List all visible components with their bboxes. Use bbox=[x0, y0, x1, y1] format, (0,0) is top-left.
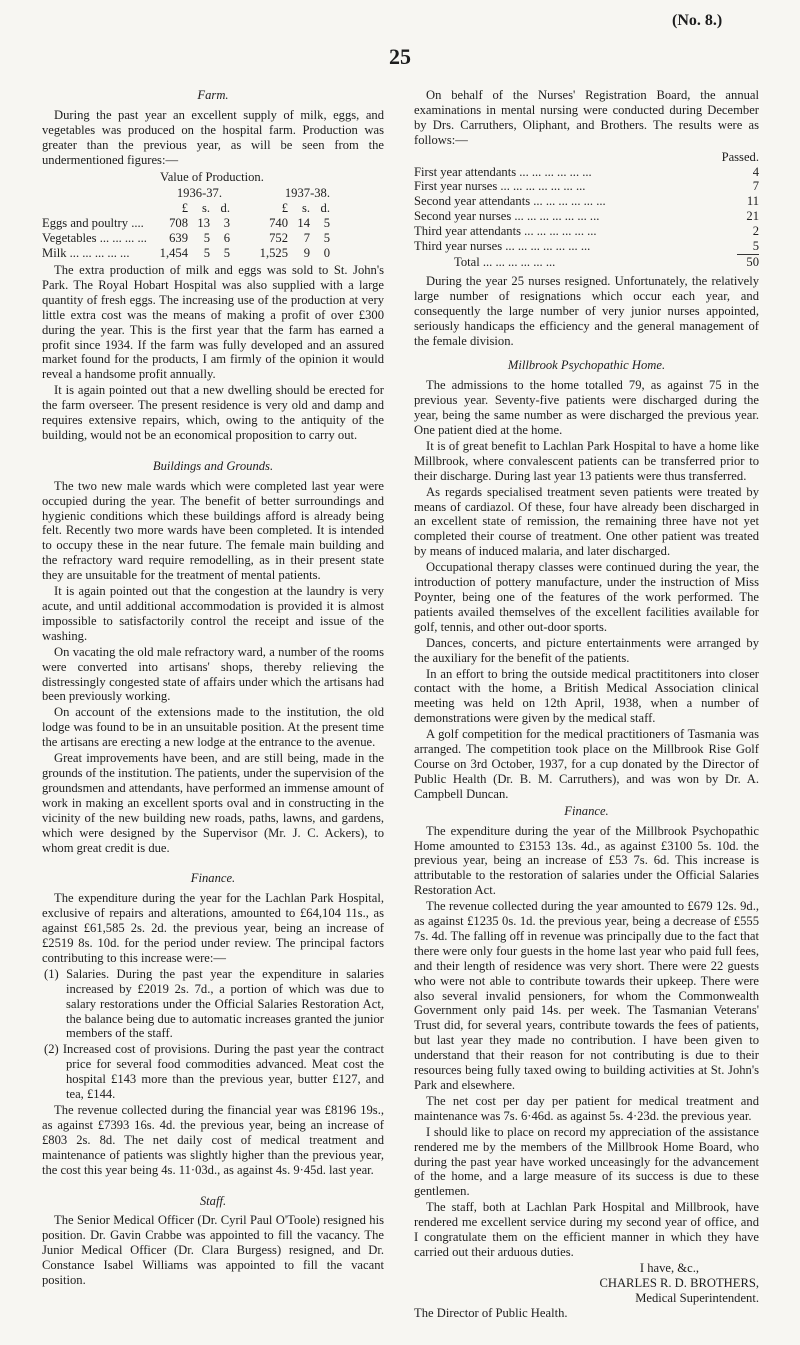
cell: 740 bbox=[269, 216, 288, 231]
column-header: 1937-38. bbox=[284, 186, 330, 201]
row-label: Second year nurses ... ... ... ... ... ... ... bbox=[414, 209, 600, 224]
paragraph: The net cost per day per patient for medical treatment and maintenance was 7s. 6·46d. as against 5s. 4·23d. the previous year. bbox=[414, 1093, 759, 1123]
row-label: Milk ... ... ... ... ... bbox=[42, 246, 130, 261]
unit-label: d. bbox=[220, 201, 230, 216]
cell: 5 bbox=[203, 246, 210, 261]
total-label: Total ... ... ... ... ... ... bbox=[454, 254, 556, 269]
row-label: Eggs and poultry .... bbox=[42, 216, 144, 231]
cell: 21 bbox=[746, 209, 759, 224]
paragraph: As regards specialised treatment seven patients were treated by means of cardiazol. Of these, four have already been discharged in an excellent state of remission, the remaining three have not yet completed their course of treatment. One other patient was treated by means of induced malaria, and later discharged. bbox=[414, 484, 759, 559]
paragraph: A golf competition for the medical practitioners of Tasmania was arranged. The competition took place on the Millbrook Rise Golf Course on 3rd October, 1937, for a cup donated by the Director of Public Health (Dr. B. M. Carruthers), and was won by Dr. A. Campbell Duncan. bbox=[414, 727, 759, 801]
paragraph: During the year 25 nurses resigned. Unfortunately, the relatively large number of resignations which occur each year, and consequently the large number of very junior nurses appointed, seriously handicaps the efficiency and the general management of the female division. bbox=[414, 273, 759, 348]
cell: 639 bbox=[169, 231, 188, 246]
cell: 5 bbox=[223, 246, 230, 261]
row-label: First year attendants ... ... ... ... ... ... bbox=[414, 164, 592, 179]
paragraph: On behalf of the Nurses' Registration Board, the annual examinations in mental nursing were conducted during December by Drs. Carruthers, Oliphant, and Brothers. The results were as follows:— bbox=[414, 88, 759, 147]
table-row bbox=[414, 194, 759, 209]
exam-results-table bbox=[414, 150, 759, 270]
signature-title: Medical Superintendent. bbox=[635, 1290, 759, 1305]
unit-label: £ bbox=[281, 201, 288, 216]
table-row bbox=[414, 255, 759, 270]
paragraph: The admissions to the home totalled 79, as against 75 in the previous year. Seventy-five patients were discharged during the year, being the same number as were discharged the previous year. One patient died at the home. bbox=[414, 378, 759, 438]
staff-heading: Staff. bbox=[199, 1193, 227, 1208]
cell: 14 bbox=[297, 216, 310, 231]
cell: 752 bbox=[269, 231, 288, 246]
paragraph: The revenue collected during the financial year was £8196 19s., as against £7393 16s. 4d. the previous year, being an increase of £803 2s. 8d. The net daily cost of medical treatment and maintenance of patients was slightly higher than the previous year, the cost this year being 4s. 11·03d., as against 4s. 9·45d. last year. bbox=[42, 1103, 384, 1177]
paragraph: In an effort to bring the outside medical practititoners into closer contact with the home, a British Medical Association clinical meeting was held on 12th April, 1938, when a number of demonstrations were given by the medical staff. bbox=[414, 666, 759, 726]
row-label: Third year attendants ... ... ... ... ... ... bbox=[414, 224, 597, 239]
cell: 4 bbox=[752, 164, 759, 179]
signature-name: CHARLES R. D. BROTHERS, bbox=[599, 1275, 759, 1290]
table-row bbox=[42, 246, 330, 261]
table-row bbox=[42, 231, 330, 246]
paragraph: The extra production of milk and eggs was sold to St. John's Park. The Royal Hobart Hospital was also supplied with a large quantity of fresh eggs. The increasing use of the production at very little extra cost was the means of making a profit of over £300 during the year. This is the first year that the farm has earned a profit since 1934. If the farm was fully developed and an assured market found for the products, I am firmly of the opinion it would reveal a handsome profit annually. bbox=[42, 262, 384, 382]
finance-heading: Finance. bbox=[564, 803, 609, 818]
column-header: 1936-37. bbox=[176, 186, 222, 201]
paragraph: Great improvements have been, and are still being, made in the grounds of the institution. The patients, under the supervision of the groundsmen and attendants, have performed an immense amount of work in making an excellent sports oval and in constructing in the vicinity of the new building new roads, paths, lawns, and gardens, which were designed by the Supervisor (Mr. J. C. Ackers), to whom great credit is due. bbox=[42, 751, 384, 855]
production-table bbox=[42, 186, 330, 261]
paragraph: During the past year an excellent supply of milk, eggs, and vegetables was produced on the hospital farm. Production was greater than the previous year, as will be seen from the undermentioned figures:— bbox=[42, 107, 384, 167]
unit-label: s. bbox=[301, 201, 310, 216]
unit-label: s. bbox=[201, 201, 210, 216]
cell: 7 bbox=[303, 231, 310, 246]
cell: 2 bbox=[752, 224, 759, 239]
paragraph: The two new male wards which were completed last year were occupied during the year. The benefit of better surroundings and hygienic conditions which these buildings afford is already being felt. Recently two more wards have been completed. It is intended to occupy these in the near future. The female main building and the refractory ward require remodelling, as in their present state they are unsuitable for the treatment of mental patients. bbox=[42, 478, 384, 583]
total-value: 50 bbox=[746, 254, 759, 269]
list-item: (1) Salaries. During the past year the expenditure in salaries increased by £2019 2s. 7d., a portion of which was due to salary restorations under the Official Salaries Restoration Act, the balance being due to automatic increases granted the junior members of the staff. bbox=[44, 966, 384, 1041]
cell: 7 bbox=[752, 179, 759, 194]
cell: 5 bbox=[203, 231, 210, 246]
cell: 708 bbox=[169, 216, 188, 231]
paragraph: It is of great benefit to Lachlan Park Hospital to have a home like Millbrook, where convalescent patients can be transferred prior to their discharge. During last year 13 patients were thus transferred. bbox=[414, 438, 759, 483]
right-column bbox=[414, 88, 759, 1322]
production-table-title: Value of Production. bbox=[160, 169, 264, 184]
table-row bbox=[414, 165, 759, 180]
cell: 5 bbox=[752, 239, 759, 254]
paragraph: The expenditure during the year for the Lachlan Park Hospital, exclusive of repairs and alterations, amounted to £64,104 11s., as against £61,585 2s. 2d. the previous year, being an increase of £2519 8s. 10d. for the period under review. The principal factors contributing to this increase were:— bbox=[42, 891, 384, 965]
table-row bbox=[42, 216, 330, 231]
cell: 6 bbox=[223, 231, 230, 246]
cell: 5 bbox=[323, 231, 330, 246]
paragraph: Dances, concerts, and picture entertainments were arranged by the auxiliary for the benefit of the patients. bbox=[414, 635, 759, 665]
paragraph: On vacating the old male refractory ward, a number of the rooms were converted into artisans' shops, thereby relieving the distressingly congested state of affairs under which the artisans had been previously working. bbox=[42, 644, 384, 704]
page-number: 25 bbox=[389, 44, 411, 69]
cell: 1,454 bbox=[159, 246, 188, 261]
cell: 0 bbox=[323, 246, 330, 261]
document-number: (No. 8.) bbox=[672, 12, 723, 29]
table-row bbox=[414, 209, 759, 224]
cell: 13 bbox=[197, 216, 210, 231]
paragraph: I should like to place on record my appreciation of the assistance rendered me by the members of the Millbrook Home Board, who during the past year have worked unceasingly for the advancement of the home, and a large measure of its success is due to these gentlemen. bbox=[414, 1124, 759, 1199]
paragraph: The Senior Medical Officer (Dr. Cyril Paul O'Toole) resigned his position. Dr. Gavin Crabbe was appointed to fill the vacancy. The Junior Medical Officer (Dr. Clara Burgess) resigned, and Dr. Constance Isabel Williams was appointed to fill the vacant position. bbox=[42, 1213, 384, 1288]
column-header: Passed. bbox=[721, 149, 759, 164]
paragraph: The expenditure during the year of the Millbrook Psychopathic Home amounted to £3153 13s. 4d., as against £3100 5s. 10d. the previous year, being an increase of £53 7s. 6d. This increase is attributable to the restoration of salaries under the Official Salaries Restoration Act. bbox=[414, 823, 759, 898]
paragraph: It is again pointed out that the congestion at the laundry is very acute, and until additional accommodation is provided it is almost impossible to satisfactorily control the receipt and issue of the washing. bbox=[42, 584, 384, 643]
millbrook-heading: Millbrook Psychopathic Home. bbox=[507, 358, 666, 373]
cell: 3 bbox=[223, 216, 230, 231]
paragraph: It is again pointed out that a new dwelling should be erected for the farm overseer. The present residence is very old and damp and requires extensive repairs, which, owing to the antiquity of the building, would not be an economical proposition to carry out. bbox=[42, 383, 384, 442]
row-label: Second year attendants ... ... ... ... ... ... bbox=[414, 194, 606, 209]
unit-label: £ bbox=[181, 201, 188, 216]
addressee: The Director of Public Health. bbox=[414, 1305, 568, 1320]
table-row bbox=[414, 179, 759, 194]
cell: 5 bbox=[323, 216, 330, 231]
cell: 11 bbox=[746, 194, 759, 209]
unit-label: d. bbox=[320, 201, 330, 216]
paragraph: The staff, both at Lachlan Park Hospital and Millbrook, have rendered me excellent service during my second year of office, and I congratulate them on the efficient manner in which they have carried out their arduous duties. bbox=[414, 1200, 759, 1259]
left-column bbox=[42, 88, 384, 1289]
list-item: (2) Increased cost of provisions. During the past year the contract price for several food commodities advanced. Meat cost the hospital £143 more than the previous year, butter £127, and tea, £144. bbox=[44, 1042, 384, 1102]
closing: I have, &c., bbox=[639, 1260, 699, 1275]
table-row bbox=[414, 224, 759, 239]
paragraph: On account of the extensions made to the institution, the old lodge was found to be in an unsuitable position. At the present time the artisans are erecting a new lodge at the entrance to the avenue. bbox=[42, 705, 384, 750]
cell: 9 bbox=[303, 246, 310, 261]
buildings-heading: Buildings and Grounds. bbox=[152, 458, 274, 473]
finance-heading: Finance. bbox=[190, 871, 236, 886]
row-label: First year nurses ... ... ... ... ... ... ... bbox=[414, 179, 586, 194]
row-label: Third year nurses ... ... ... ... ... ... ... bbox=[414, 239, 591, 254]
paragraph: Occupational therapy classes were continued during the year, the introduction of pottery manufacture, under the instruction of Miss Poynter, being one of the features of the work performed. The patients availed themselves of the excellent facilities available for golf, tennis, and other out-door sports. bbox=[414, 560, 759, 634]
farm-heading: Farm. bbox=[197, 88, 229, 102]
paragraph: The revenue collected during the year amounted to £679 12s. 9d., as against £1235 0s. 1d. the previous year, being a decrease of £555 7s. 4d. The falling off in revenue was principally due to the fact that there were only four guests in the home last year who paid full fees, and their length of residence was very short. There were 22 guests who were not able to contribute towards their upkeep. There were also several invalid pensioners, for whom the Commonwealth Government only paid 14s. per week. The Tasmanian Veterans' Trust did, for several years, contribute towards the fees of patients, but last year they made no contribution. I have been given to understand that their reason for not contributing is due to their resources being fully taxed owing to building activities at St. John's Park and elsewhere. bbox=[414, 899, 759, 1092]
table-row bbox=[414, 239, 759, 254]
row-label: Vegetables ... ... ... ... bbox=[42, 231, 147, 246]
cell: 1,525 bbox=[259, 246, 288, 261]
